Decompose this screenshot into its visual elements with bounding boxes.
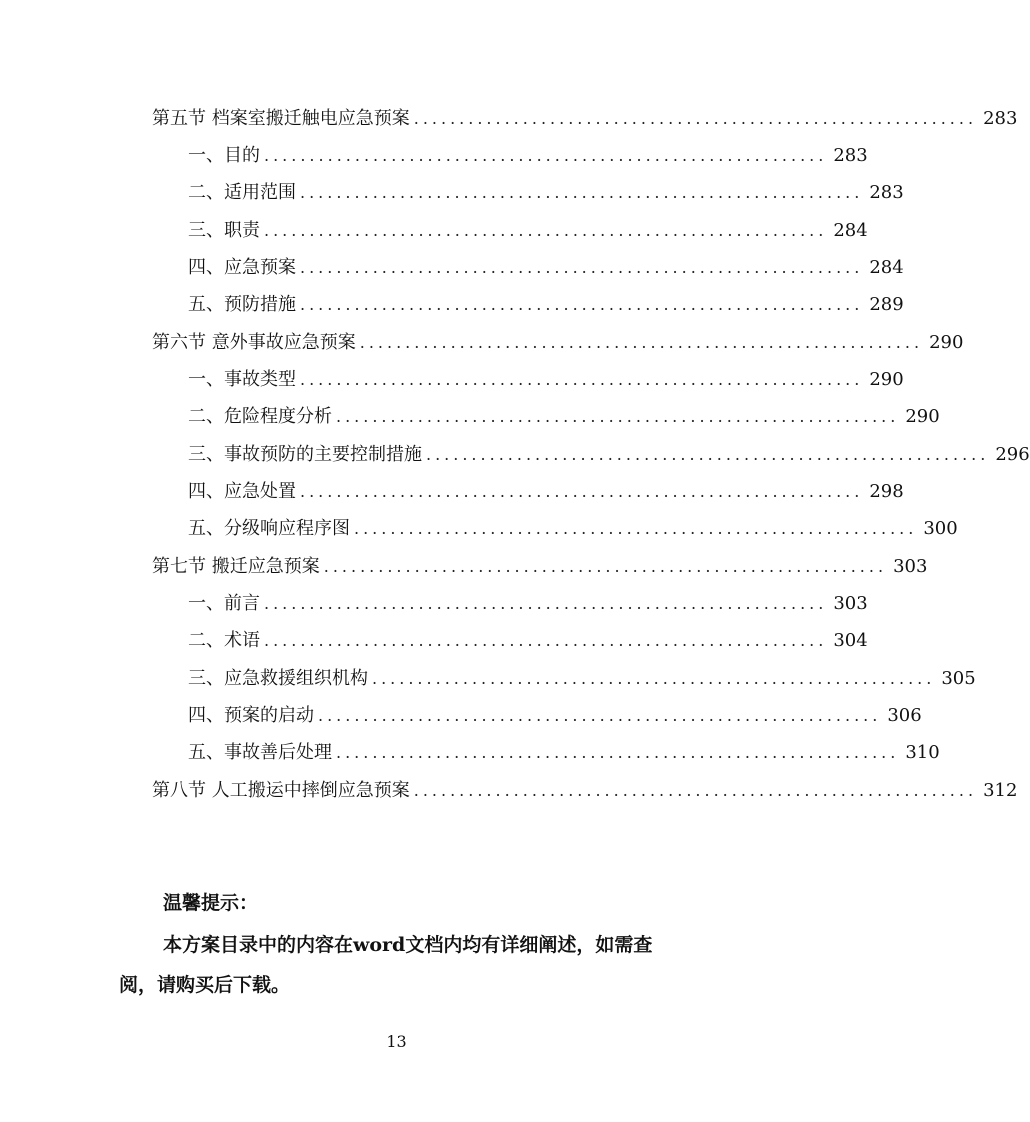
toc-label: 三、职责 — [188, 220, 260, 241]
dot-leader: .............................................................. — [336, 743, 900, 762]
toc-page-number: 284 — [833, 220, 868, 241]
toc-row[interactable] — [188, 697, 922, 734]
toc-row[interactable] — [188, 436, 1030, 473]
toc-row[interactable] — [188, 286, 904, 323]
dot-leader: .............................................................. — [264, 221, 828, 240]
dot-leader: .............................................................. — [336, 407, 900, 426]
tip-body: 本方案目录中的内容在word文档内均有详细阐述，如需查阅，请购买后下载。 — [119, 934, 653, 996]
toc-row[interactable] — [188, 212, 868, 249]
toc-row[interactable] — [188, 510, 958, 547]
toc-page-number: 283 — [833, 145, 868, 166]
toc-label: 二、危险程度分析 — [188, 406, 332, 427]
toc-page-number: 300 — [923, 518, 958, 539]
toc-page-number: 310 — [905, 742, 940, 763]
toc-row[interactable] — [152, 772, 1018, 809]
toc-row[interactable] — [188, 174, 904, 211]
toc-row[interactable] — [188, 585, 868, 622]
toc-page-number: 298 — [869, 481, 904, 502]
toc-row[interactable] — [188, 734, 940, 771]
toc-label: 四、应急预案 — [188, 257, 296, 278]
dot-leader: .............................................................. — [264, 146, 828, 165]
toc-row[interactable] — [152, 548, 928, 585]
toc-row[interactable] — [188, 622, 868, 659]
toc-label: 三、应急救援组织机构 — [188, 668, 368, 689]
toc-label: 四、应急处置 — [188, 481, 296, 502]
toc-page-number: 290 — [905, 406, 940, 427]
toc-label: 第五节 档案室搬迁触电应急预案 — [152, 108, 410, 129]
toc-page-number: 284 — [869, 257, 904, 278]
dot-leader: .............................................................. — [264, 631, 828, 650]
dot-leader: .............................................................. — [318, 706, 882, 725]
dot-leader: .............................................................. — [300, 370, 864, 389]
toc-page-number: 296 — [995, 444, 1030, 465]
toc-label: 二、适用范围 — [188, 182, 296, 203]
toc-page-number: 283 — [983, 108, 1018, 129]
toc-label: 一、前言 — [188, 593, 260, 614]
toc-label: 五、预防措施 — [188, 294, 296, 315]
toc-page-number: 290 — [929, 332, 964, 353]
dot-leader: .............................................................. — [359, 333, 924, 352]
toc-page-number: 290 — [869, 369, 904, 390]
tip-title: 温馨提示： — [163, 892, 259, 914]
dot-leader: .............................................................. — [300, 482, 864, 501]
toc-page-number: 305 — [941, 668, 976, 689]
dot-leader: .............................................................. — [413, 781, 978, 800]
toc-page-number: 304 — [833, 630, 868, 651]
dot-leader: .............................................................. — [426, 445, 990, 464]
toc-label: 第八节 人工搬运中摔倒应急预案 — [152, 780, 410, 801]
toc-row[interactable] — [152, 100, 1018, 137]
toc-row[interactable] — [188, 249, 904, 286]
dot-leader: .............................................................. — [372, 669, 936, 688]
dot-leader: .............................................................. — [300, 183, 864, 202]
toc-row[interactable] — [152, 324, 964, 361]
toc-label: 五、分级响应程序图 — [188, 518, 350, 539]
toc-page-number: 303 — [833, 593, 868, 614]
toc-label: 三、事故预防的主要控制措施 — [188, 444, 422, 465]
dot-leader: .............................................................. — [264, 594, 828, 613]
toc-label: 二、术语 — [188, 630, 260, 651]
dot-leader: .............................................................. — [354, 519, 918, 538]
toc-label: 四、预案的启动 — [188, 705, 314, 726]
dot-leader: .............................................................. — [413, 109, 978, 128]
toc-page-number: 283 — [869, 182, 904, 203]
toc-label: 一、事故类型 — [188, 369, 296, 390]
toc-label: 第七节 搬迁应急预案 — [152, 556, 320, 577]
toc-page-number: 303 — [893, 556, 928, 577]
toc-page-number: 289 — [869, 294, 904, 315]
toc-row[interactable] — [188, 361, 904, 398]
toc-row[interactable] — [188, 137, 868, 174]
toc-row[interactable] — [188, 473, 904, 510]
toc-label: 一、目的 — [188, 145, 260, 166]
toc-label: 第六节 意外事故应急预案 — [152, 332, 356, 353]
toc-label: 五、事故善后处理 — [188, 742, 332, 763]
dot-leader: .............................................................. — [300, 258, 864, 277]
dot-leader: .............................................................. — [300, 295, 864, 314]
toc-page-number: 306 — [887, 705, 922, 726]
toc-row[interactable] — [188, 398, 940, 435]
toc-page-number: 312 — [983, 780, 1018, 801]
page-number: 13 — [386, 1032, 407, 1051]
toc-row[interactable] — [188, 660, 976, 697]
dot-leader: .............................................................. — [323, 557, 888, 576]
